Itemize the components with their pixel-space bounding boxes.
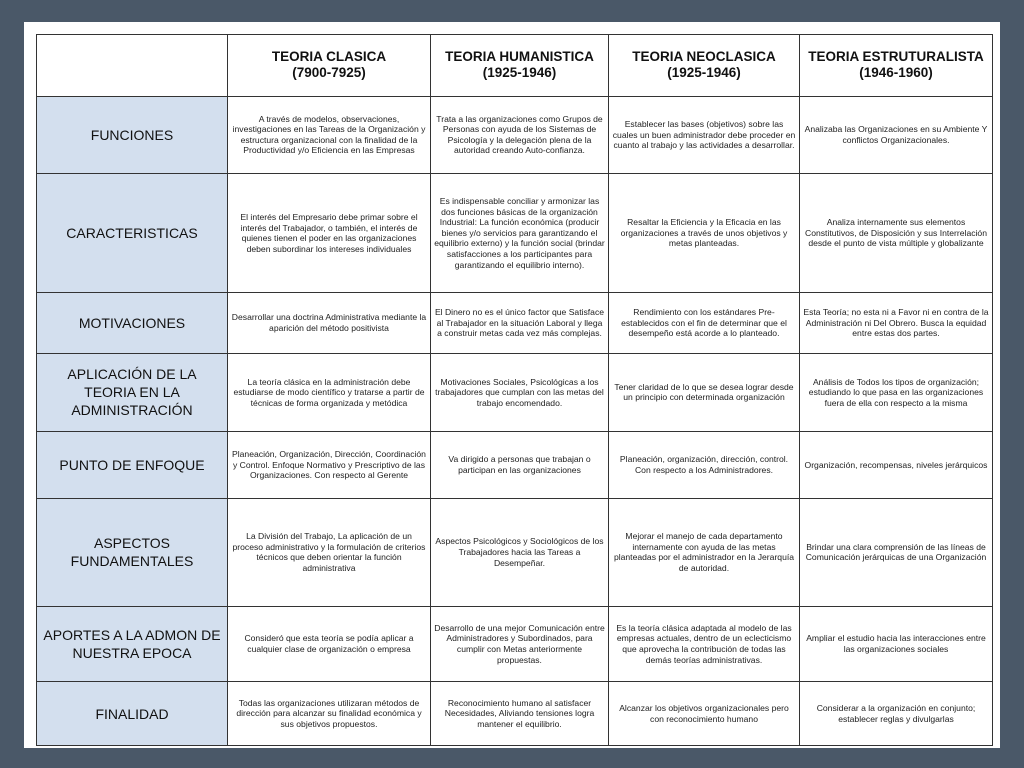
cell-clasica: Desarrollar una doctrina Administrativa mediante la aparición del método positivista [228,293,431,354]
cell-humanistica: Trata a las organizaciones como Grupos de Personas con ayuda de los Sistemas de Psicología y la delegación plena de la autoridad creando Auto-confianza. [431,96,609,174]
cell-humanistica: Es indispensable conciliar y armonizar las dos funciones básicas de la organización Industrial: La función económica (producir bienes y/o servicios para garantizando el equilibrio externo) y la función social (brindar satisfacciones a los participantes para garantizando el equilibrio interno). [431,174,609,293]
row-label: FUNCIONES [37,96,228,174]
column-header-clasica [228,35,431,97]
row-aspectos-fundamentales [37,498,993,606]
column-header-humanistica [431,35,609,97]
row-label: CARACTERISTICAS [37,174,228,293]
cell-clasica: A través de modelos, observaciones, investigaciones en las Tareas de la Organización y estructura organizacional con la finalidad de la Productividad y/o Eficiencia en las Empresas [228,96,431,174]
row-motivaciones [37,293,993,354]
cell-estruturalista: Considerar a la organización en conjunto; establecer reglas y divulgarlas [800,682,993,746]
row-label: FINALIDAD [37,682,228,746]
column-header-estruturalista [800,35,993,97]
comparison-table [36,34,993,746]
cell-neoclasica: Mejorar el manejo de cada departamento internamente con ayuda de las metas planteadas por el administrador en la Jerarquía de autoridad. [609,498,800,606]
header-row [37,35,993,97]
cell-humanistica: Va dirigido a personas que trabajan o participan en las organizaciones [431,432,609,499]
cell-clasica: La División del Trabajo, La aplicación de un proceso administrativo y la formulación de criterios técnicos que deben orientar la función administrativa [228,498,431,606]
cell-humanistica: Motivaciones Sociales, Psicológicas a los trabajadores que cumplan con las metas del trabajo encomendado. [431,353,609,432]
cell-neoclasica: Tener claridad de lo que se desea lograr desde un principio con determinada organización [609,353,800,432]
column-title: TEORIA HUMANISTICA [445,49,594,65]
cell-estruturalista: Analiza internamente sus elementos Constitutivos, de Disposición y sus Interrelación desde el punto de vista múltiple y globalizante [800,174,993,293]
cell-humanistica: Aspectos Psicológicos y Sociológicos de los Trabajadores hacia las Tareas a Desempeñar. [431,498,609,606]
row-punto-de-enfoque [37,432,993,499]
cell-clasica: Todas las organizaciones utilizaran métodos de dirección para alcanzar su finalidad económica y sus objetivos propuestos. [228,682,431,746]
column-title: TEORIA ESTRUTURALISTA [808,49,984,65]
cell-neoclasica: Rendimiento con los estándares Pre-establecidos con el fin de determinar que el desempeño está acorde a lo planteado. [609,293,800,354]
cell-humanistica: El Dinero no es el único factor que Satisface al Trabajador en la situación Laboral y llega a construir metas cada vez más complejas. [431,293,609,354]
cell-neoclasica: Alcanzar los objetivos organizacionales pero con reconocimiento humano [609,682,800,746]
column-header-neoclasica [609,35,800,97]
cell-neoclasica: Es la teoría clásica adaptada al modelo de las empresas actuales, dentro de un eclecticismo que aprovecha la contribución de todas las demás teorías administrativas. [609,606,800,682]
row-funciones [37,96,993,174]
cell-neoclasica: Resaltar la Eficiencia y la Eficacia en las organizaciones a través de unos objetivos y metas planteadas. [609,174,800,293]
row-aplicacion [37,353,993,432]
column-years: (7900-7925) [292,65,366,81]
cell-neoclasica: Establecer las bases (objetivos) sobre las cuales un buen administrador debe proceder en cuanto al trabajo y las actividades a desarrollar. [609,96,800,174]
column-years: (1946-1960) [859,65,933,81]
column-title: TEORIA NEOCLASICA [632,49,776,65]
row-label: MOTIVACIONES [37,293,228,354]
column-years: (1925-1946) [667,65,741,81]
cell-estruturalista: Esta Teoría; no esta ni a Favor ni en contra de la Administración ni Del Obrero. Busca la equidad entre estas dos partes. [800,293,993,354]
cell-humanistica: Desarrollo de una mejor Comunicación entre Administradores y Subordinados, para cumplir con Metas anteriormente propuestas. [431,606,609,682]
cell-clasica: La teoría clásica en la administración debe estudiarse de modo científico y tratarse a partir de técnicas de forma organizada y metódica [228,353,431,432]
cell-estruturalista: Brindar una clara comprensión de las líneas de Comunicación jerárquicas de una Organización [800,498,993,606]
cell-estruturalista: Ampliar el estudio hacia las interacciones entre las organizaciones sociales [800,606,993,682]
row-label: ASPECTOS FUNDAMENTALES [37,498,228,606]
column-title: TEORIA CLASICA [271,49,387,65]
row-label: APORTES A LA ADMON DE NUESTRA EPOCA [37,606,228,682]
slide-frame [24,22,1000,748]
column-years: (1925-1946) [482,65,557,81]
cell-clasica: El interés del Empresario debe primar sobre el interés del Trabajador, o también, el interés de quienes tienen el poder en las organizaciones deben subordinar los intereses individuales [228,174,431,293]
cell-estruturalista: Organización, recompensas, niveles jerárquicos [800,432,993,499]
row-finalidad [37,682,993,746]
row-aportes [37,606,993,682]
cell-neoclasica: Planeación, organización, dirección, control. Con respecto a los Administradores. [609,432,800,499]
cell-estruturalista: Análisis de Todos los tipos de organización; estudiando lo que pasa en las organizaciones fuera de ella con respecto a la misma [800,353,993,432]
cell-humanistica: Reconocimiento humano al satisfacer Necesidades, Aliviando tensiones logra mantener el equilibrio. [431,682,609,746]
row-label: APLICACIÓN DE LA TEORIA EN LA ADMINISTRACIÓN [37,353,228,432]
header-corner-cell [37,35,228,97]
cell-clasica: Consideró que esta teoría se podía aplicar a cualquier clase de organización o empresa [228,606,431,682]
cell-estruturalista: Analizaba las Organizaciones en su Ambiente Y conflictos Organizacionales. [800,96,993,174]
row-label: PUNTO DE ENFOQUE [37,432,228,499]
cell-clasica: Planeación, Organización, Dirección, Coordinación y Control. Enfoque Normativo y Prescriptivo de las Organizaciones. Con respecto al Gerente [228,432,431,499]
row-caracteristicas [37,174,993,293]
